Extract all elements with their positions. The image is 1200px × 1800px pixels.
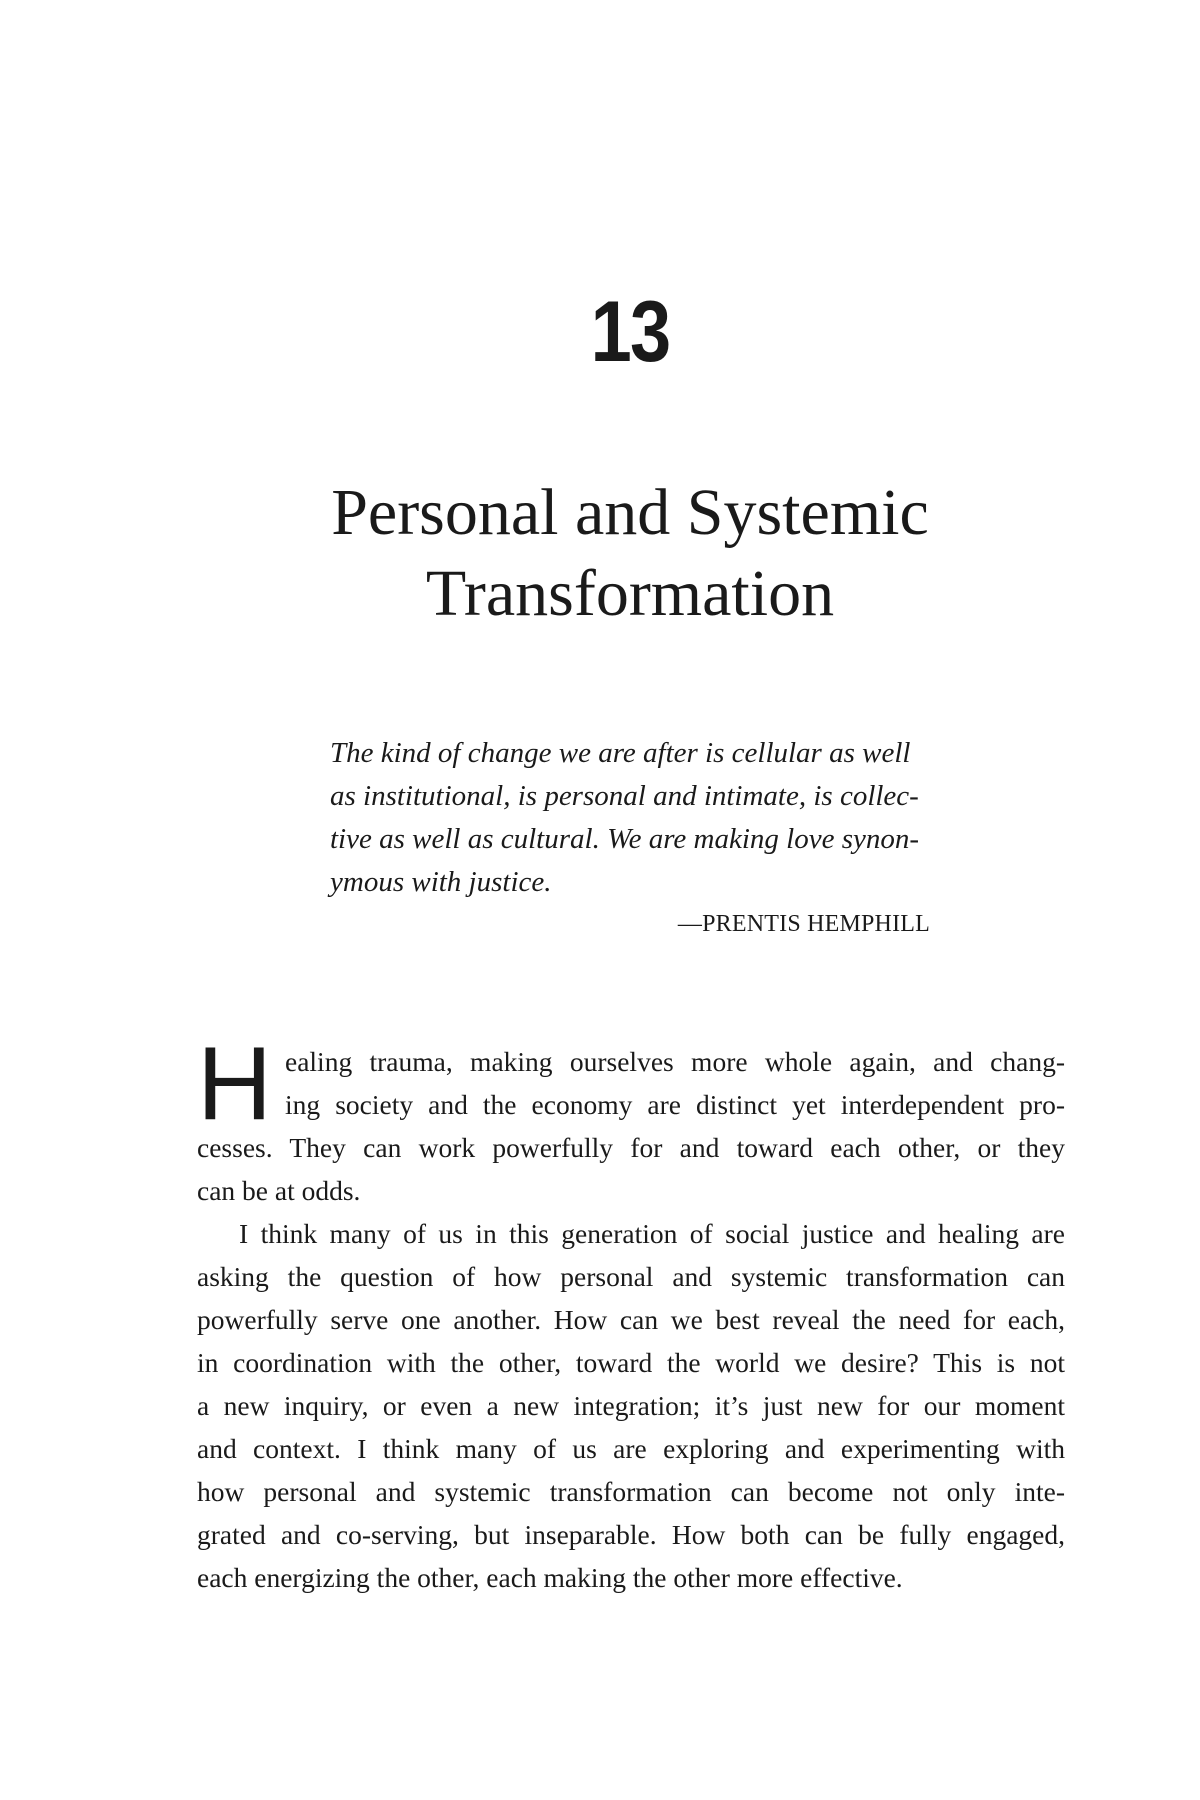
epigraph-line: The kind of change we are after is cellular as well bbox=[330, 737, 911, 769]
body-line: each energizing the other, each making the other more effective. bbox=[197, 1562, 903, 1593]
body-line: in coordination with the other, toward the world we desire? This is not bbox=[197, 1347, 1065, 1378]
body-line: asking the question of how personal and systemic transformation can bbox=[197, 1261, 1065, 1292]
chapter-title bbox=[200, 472, 1060, 634]
body-line: how personal and systemic transformation can become not only inte- bbox=[197, 1476, 1065, 1507]
body-line: grated and co-serving, but inseparable. How both can be fully engaged, bbox=[197, 1519, 1065, 1550]
body-line: and context. I think many of us are exploring and experimenting with bbox=[197, 1433, 1065, 1464]
chapter-title-line-1: Personal and Systemic bbox=[331, 476, 929, 549]
paragraph-1 bbox=[197, 1026, 1065, 1212]
epigraph bbox=[330, 732, 930, 942]
chapter-number: 13 bbox=[590, 284, 670, 380]
body-line: cesses. They can work powerfully for and toward each other, or they bbox=[197, 1132, 1065, 1163]
epigraph-line: as institutional, is personal and intimate, is collec- bbox=[330, 780, 919, 812]
drop-cap: H bbox=[197, 1026, 273, 1142]
epigraph-line: ymous with justice. bbox=[330, 866, 552, 898]
paragraph-2 bbox=[197, 1212, 1065, 1599]
body-line: can be at odds. bbox=[197, 1175, 361, 1206]
body-line: ing society and the economy are distinct yet interdependent pro- bbox=[285, 1089, 1065, 1120]
body-text bbox=[197, 1026, 1065, 1599]
chapter-title-line-2: Transformation bbox=[425, 557, 835, 630]
body-line: ealing trauma, making ourselves more whole again, and chang- bbox=[285, 1046, 1065, 1077]
epigraph-line: tive as well as cultural. We are making love synon- bbox=[330, 823, 920, 855]
body-line: powerfully serve one another. How can we best reveal the need for each, bbox=[197, 1304, 1065, 1335]
body-line: I think many of us in this generation of social justice and healing are bbox=[239, 1218, 1065, 1249]
body-line: a new inquiry, or even a new integration; it’s just new for our moment bbox=[197, 1390, 1065, 1421]
epigraph-attribution: —PRENTIS HEMPHILL bbox=[677, 911, 930, 937]
